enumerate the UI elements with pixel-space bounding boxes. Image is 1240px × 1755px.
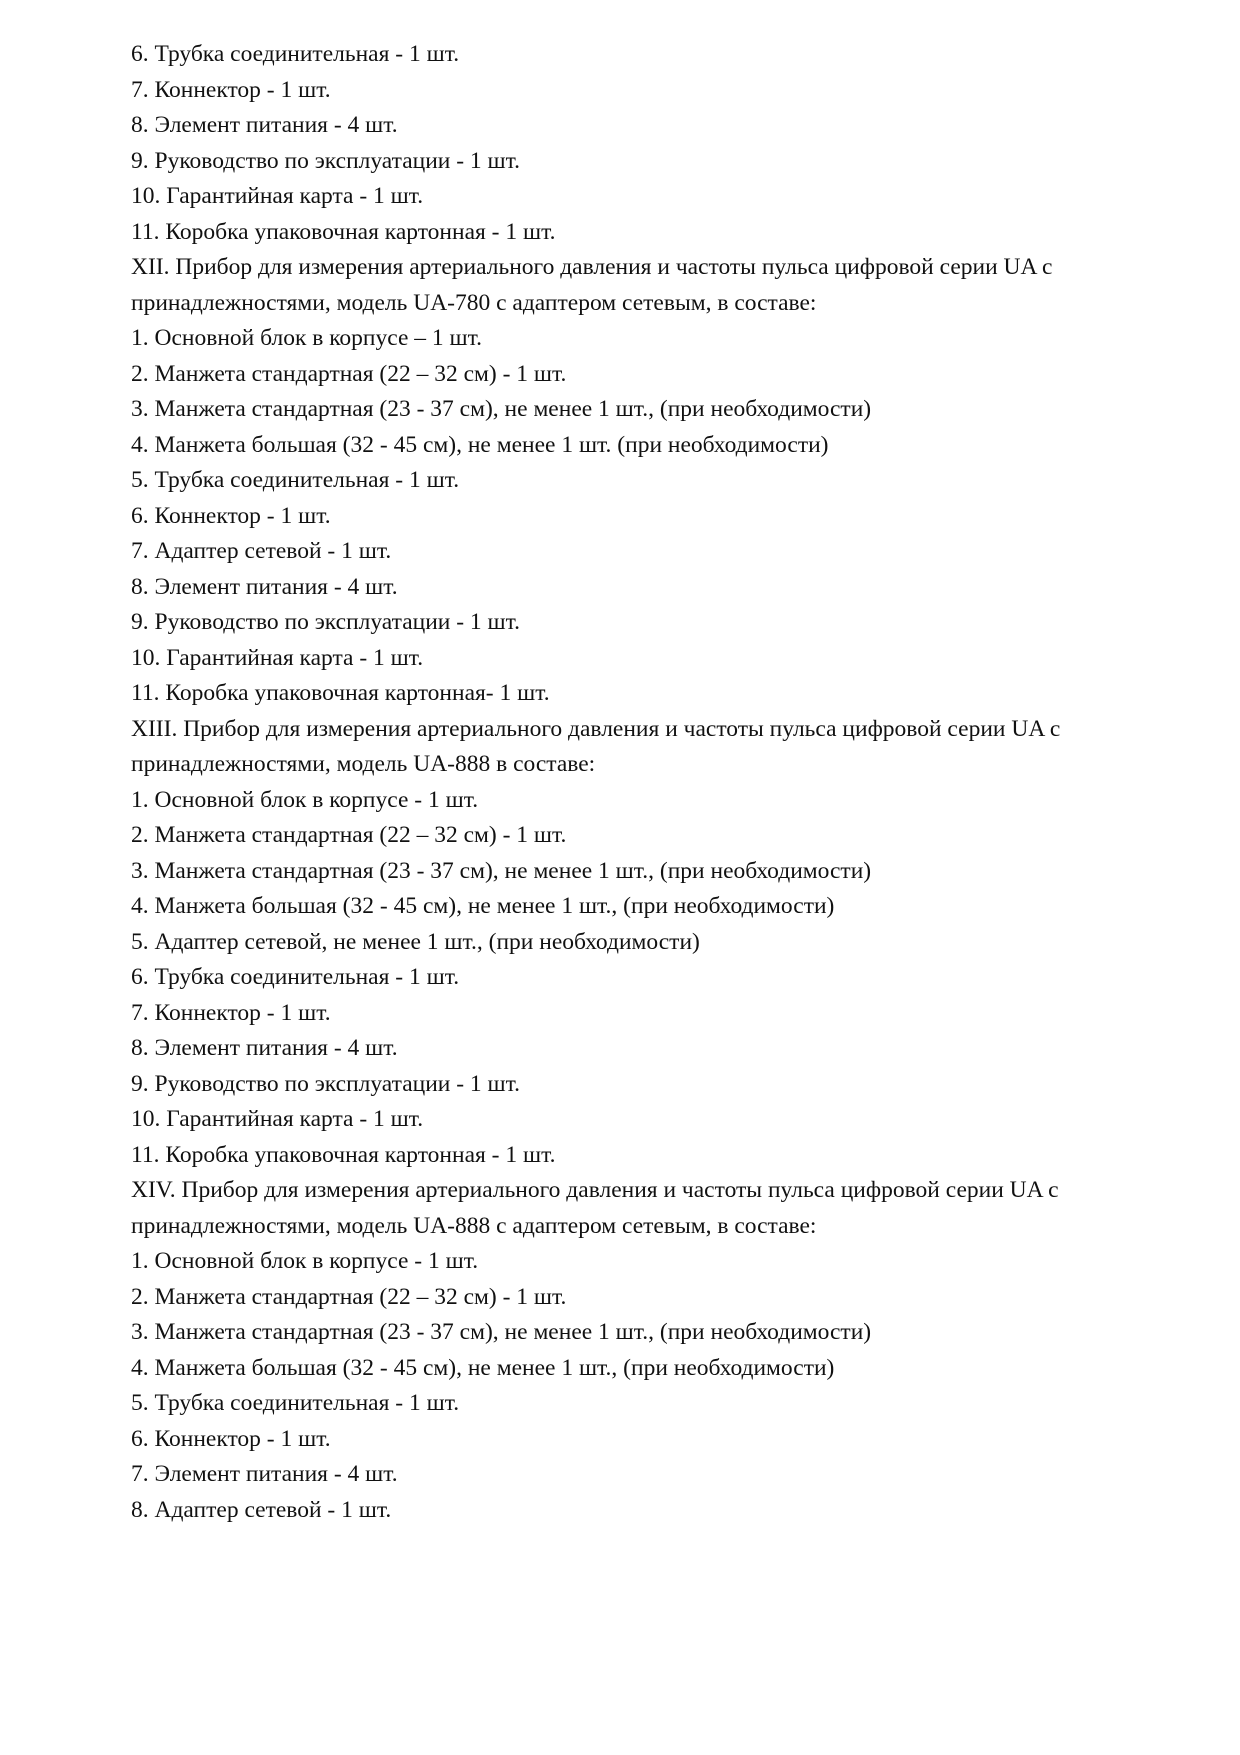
list-item: 5. Трубка соединительная - 1 шт. [131,1390,460,1416]
document-body [131,37,1151,1528]
list-item: 7. Коннектор - 1 шт. [131,76,331,103]
list-item: 10. Гарантийная карта - 1 шт. [131,1106,424,1132]
list-item: 2. Манжета стандартная (22 – 32 см) - 1 шт. [131,822,567,848]
list-item: 4. Манжета большая (32 - 45 см), не менее 1 шт., (при необходимости) [131,1354,835,1381]
list-item: 7. Адаптер сетевой - 1 шт. [131,538,392,564]
list-item: 10. Гарантийная карта - 1 шт. [131,644,424,671]
section-xiii [131,712,1151,1174]
list-item: 6. Трубка соединительная - 1 шт. [131,41,460,67]
list-item: 1. Основной блок в корпусе - 1 шт. [131,786,479,813]
list-item: 3. Манжета стандартная (23 - 37 см), не менее 1 шт., (при необходимости) [131,857,872,884]
continued-item-list [131,37,1151,250]
list-item: 4. Манжета большая (32 - 45 см), не менее 1 шт. (при необходимости) [131,431,829,458]
list-item: 11. Коробка упаковочная картонная - 1 шт. [131,1141,556,1168]
list-item: 9. Руководство по эксплуатации - 1 шт. [131,609,521,635]
list-item: 6. Трубка соединительная - 1 шт. [131,964,460,990]
list-item: 8. Элемент питания - 4 шт. [131,112,398,138]
list-item: 8. Адаптер сетевой - 1 шт. [131,1496,392,1523]
list-item: 2. Манжета стандартная (22 – 32 см) - 1 шт. [131,360,567,387]
list-item: 4. Манжета большая (32 - 45 см), не менее 1 шт., (при необходимости) [131,893,835,919]
section-xiv [131,1173,1151,1528]
section-xii [131,250,1151,712]
list-item: 8. Элемент питания - 4 шт. [131,573,398,600]
section-heading-continuation: принадлежностями, модель UA-780 с адаптером сетевым, в составе: [131,289,817,316]
list-item: 10. Гарантийная карта - 1 шт. [131,183,424,209]
section-heading: XIII. Прибор для измерения артериального давления и частоты пульса цифровой серии UA с [131,715,1061,742]
list-item: 5. Адаптер сетевой, не менее 1 шт., (при необходимости) [131,928,700,955]
list-item: 1. Основной блок в корпусе - 1 шт. [131,1248,479,1274]
list-item: 11. Коробка упаковочная картонная - 1 шт. [131,218,556,245]
section-heading: XII. Прибор для измерения артериального давления и частоты пульса цифровой серии UA с [131,254,1053,280]
list-item: 1. Основной блок в корпусе – 1 шт. [131,325,483,351]
list-item: 5. Трубка соединительная - 1 шт. [131,467,460,493]
section-heading-continuation: принадлежностями, модель UA-888 с адаптером сетевым, в составе: [131,1212,817,1239]
list-item: 9. Руководство по эксплуатации - 1 шт. [131,1070,521,1097]
list-item: 7. Элемент питания - 4 шт. [131,1461,398,1487]
list-item: 11. Коробка упаковочная картонная- 1 шт. [131,680,550,706]
list-item: 3. Манжета стандартная (23 - 37 см), не менее 1 шт., (при необходимости) [131,1319,872,1345]
section-heading-continuation: принадлежностями, модель UA-888 в составе: [131,751,596,777]
list-item: 9. Руководство по эксплуатации - 1 шт. [131,147,521,174]
section-heading: XIV. Прибор для измерения артериального давления и частоты пульса цифровой серии UA с [131,1177,1059,1203]
list-item: 8. Элемент питания - 4 шт. [131,1035,398,1061]
list-item: 7. Коннектор - 1 шт. [131,999,331,1026]
list-item: 3. Манжета стандартная (23 - 37 см), не менее 1 шт., (при необходимости) [131,396,872,422]
list-item: 6. Коннектор - 1 шт. [131,502,331,529]
list-item: 2. Манжета стандартная (22 – 32 см) - 1 шт. [131,1283,567,1310]
list-item: 6. Коннектор - 1 шт. [131,1425,331,1452]
